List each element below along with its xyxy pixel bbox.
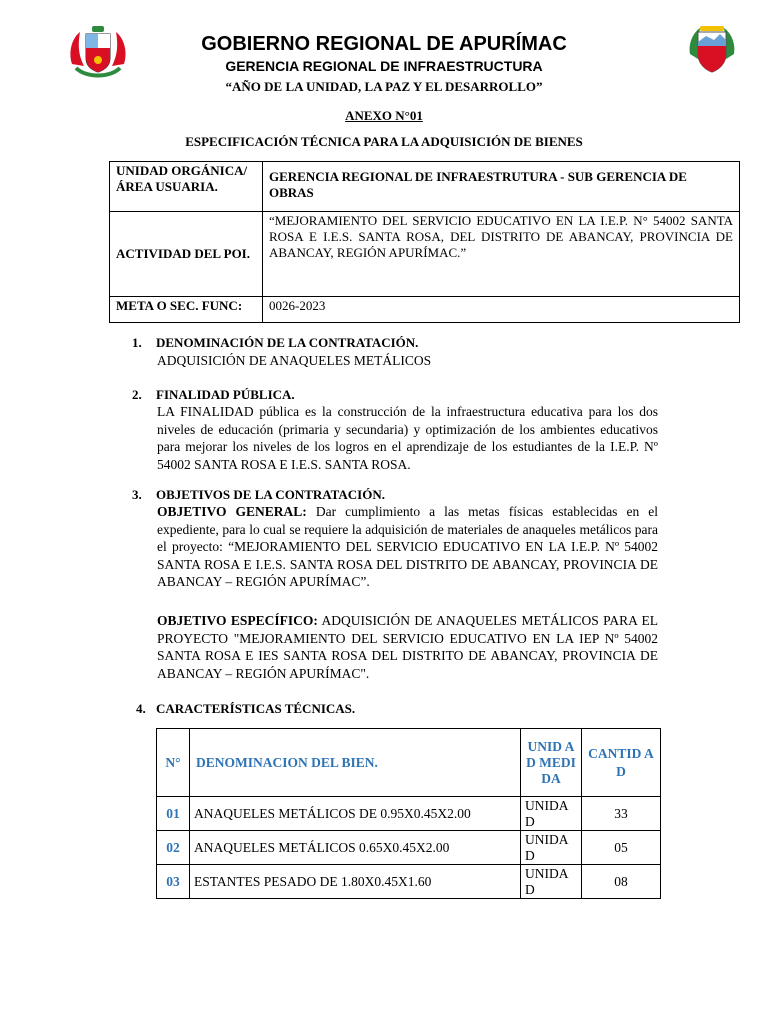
item-number: 03: [157, 865, 190, 899]
section-1-heading: [132, 335, 418, 351]
item-quantity: 05: [582, 831, 661, 865]
header-item-name: DENOMINACION DEL BIEN.: [190, 729, 521, 797]
section-title: FINALIDAD PÚBLICA.: [156, 387, 295, 402]
info-value: “MEJORAMIENTO DEL SERVICIO EDUCATIVO EN LA I.E.P. N° 54002 SANTA ROSA E I.E.S. SANTA ROSA, DEL DISTRITO DE ABANCAY, PROVINCIA DE ABANCAY, REGIÓN APURÍMAC.”: [263, 212, 740, 297]
specific-objective-label: OBJETIVO ESPECÍFICO:: [157, 613, 318, 628]
items-header-row: [157, 729, 661, 797]
spec-title: ESPECIFICACIÓN TÉCNICA PARA LA ADQUISICIÓN DE BIENES: [185, 134, 583, 149]
info-key: ACTIVIDAD DEL POI.: [110, 212, 263, 297]
section-number: 2.: [132, 387, 142, 402]
table-row: [157, 797, 661, 831]
item-name: ESTANTES PESADO DE 1.80X0.45X1.60: [190, 865, 521, 899]
section-number: 3.: [132, 487, 142, 502]
section-title: DENOMINACIÓN DE LA CONTRATACIÓN.: [156, 335, 419, 350]
general-objective-text: Dar cumplimiento a las metas físicas establecidas en el expediente, para lo cual se requiere la adquisición de materiales de anaqueles metálicos para el proyecto: “MEJORAMIENTO DEL SERVICIO EDUCATIVO EN LA I.E.P. Nº 54002 SANTA ROSA E I.E.S. SANTA ROSA DEL DISTRITO DE ABANCAY, PROVINCIA DE ABANCAY – REGIÓN APURÍMAC”.: [157, 504, 658, 589]
management-subtitle: GERENCIA REGIONAL DE INFRAESTRUCTURA: [225, 58, 543, 74]
specific-objective-text: ADQUISICIÓN DE ANAQUELES METÁLICOS PARA EL PROYECTO "MEJORAMIENTO DEL SERVICIO EDUCATIVO EN LA IEP Nº 54002 SANTA ROSA E IES SANTA ROSA DEL DISTRITO DE ABANCAY, PROVINCIA DE ABANCAY – REGIÓN APURÍMAC".: [157, 613, 658, 681]
section-4-heading: [136, 701, 355, 717]
header-quantity: CANTID AD: [582, 729, 661, 797]
section-number: 4.: [136, 701, 146, 716]
item-name: ANAQUELES METÁLICOS DE 0.95X0.45X2.00: [190, 797, 521, 831]
table-row: [157, 831, 661, 865]
section-2-heading: [132, 387, 295, 403]
general-objective: [157, 503, 658, 591]
info-row: [110, 212, 740, 297]
specific-objective: [157, 612, 658, 682]
item-quantity: 08: [582, 865, 661, 899]
info-table: [109, 161, 740, 323]
item-number: 02: [157, 831, 190, 865]
item-unit: UNIDAD: [521, 797, 582, 831]
table-row: [157, 865, 661, 899]
info-value: GERENCIA REGIONAL DE INFRAESTRUTURA - SUB GERENCIA DE OBRAS: [263, 162, 740, 212]
annex-label: ANEXO N°01: [345, 108, 423, 123]
info-key: UNIDAD ORGÁNICA/ÁREA USUARIA.: [110, 162, 263, 212]
section-2-text: LA FINALIDAD pública es la construcción de la infraestructura educativa para los dos niveles de educación (primaria y secundaria) y optimización de los ambientes educativos para mejorar los niveles de los logros en el aprendizaje de los estudiantes de la I.E.P. Nº 54002 SANTA ROSA E I.E.S. SANTA ROSA.: [157, 404, 658, 472]
header-unit: UNID AD MEDI DA: [521, 729, 582, 797]
government-title: GOBIERNO REGIONAL DE APURÍMAC: [201, 33, 567, 55]
section-number: 1.: [132, 335, 142, 350]
item-number: 01: [157, 797, 190, 831]
item-quantity: 33: [582, 797, 661, 831]
info-row: [110, 162, 740, 212]
item-name: ANAQUELES METÁLICOS 0.65X0.45X2.00: [190, 831, 521, 865]
section-title: OBJETIVOS DE LA CONTRATACIÓN.: [156, 487, 385, 502]
items-table: [156, 728, 661, 899]
info-key: META O SEC. FUNC:: [110, 297, 263, 323]
general-objective-label: OBJETIVO GENERAL:: [157, 504, 307, 519]
header-number: N°: [157, 729, 190, 797]
info-value: 0026-2023: [263, 297, 740, 323]
item-unit: UNIDAD: [521, 831, 582, 865]
year-motto: “AÑO DE LA UNIDAD, LA PAZ Y EL DESARROLLO”: [225, 79, 543, 94]
section-title: CARACTERÍSTICAS TÉCNICAS.: [156, 701, 356, 716]
section-3-heading: [132, 487, 385, 503]
section-1-text: ADQUISICIÓN DE ANAQUELES METÁLICOS: [157, 353, 432, 368]
item-unit: UNIDAD: [521, 865, 582, 899]
info-row: [110, 297, 740, 323]
